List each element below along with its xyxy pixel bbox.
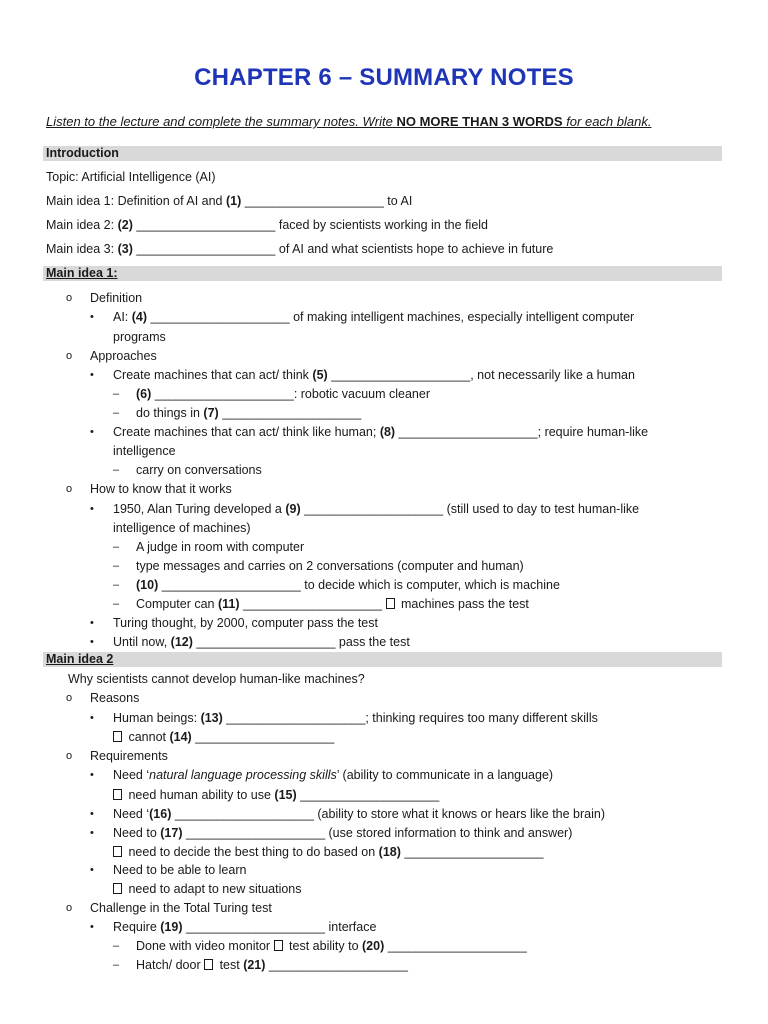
bullet-marker: •	[90, 712, 94, 724]
blank-13: ____________________	[226, 711, 366, 725]
bullet-marker: •	[90, 769, 94, 781]
approach-2-cont: intelligence	[113, 444, 176, 458]
circle-marker: o	[66, 902, 73, 914]
approach-1-detail-1: (6) ____________________: robotic vacuum cleaner	[136, 387, 430, 401]
dash-marker: –	[113, 940, 120, 952]
blank-14: ____________________	[195, 730, 335, 744]
section-label: Introduction	[46, 146, 119, 160]
turing-line-1: 1950, Alan Turing developed a (9) ____________________ (still used to day to test human-like	[113, 502, 640, 516]
bullet-marker: •	[90, 311, 94, 323]
blank-5: ____________________	[331, 368, 471, 382]
definition-heading: Definition	[90, 291, 143, 305]
intro-main-idea-3: Main idea 3: (3) ____________________ of AI and what scientists hope to achieve in future	[46, 242, 554, 256]
blank-20: ____________________	[387, 939, 527, 953]
arrow-glyph-icon	[113, 789, 122, 800]
approach-1-detail-2: do things in (7) ____________________	[136, 406, 362, 420]
blank-16: ____________________	[174, 807, 314, 821]
blank-19: ____________________	[185, 920, 326, 934]
dash-marker: –	[113, 541, 120, 553]
turing-detail-1: A judge in room with computer	[136, 540, 305, 554]
bullet-marker: •	[90, 426, 94, 438]
challenge-1: Require (19) ____________________ interface	[113, 920, 377, 934]
challenge-detail-1: Done with video monitor test ability to (20) ____________________	[136, 939, 527, 953]
bullet-marker: •	[90, 617, 94, 629]
bullet-marker: •	[90, 369, 94, 381]
turing-detail-4: Computer can (11) ____________________ machines pass the test	[136, 597, 529, 611]
bullet-marker: •	[90, 503, 94, 515]
blank-9: ____________________	[304, 502, 444, 516]
turing-line-3: Until now, (12) ____________________ pass the test	[113, 635, 410, 649]
bullet-marker: •	[90, 921, 94, 933]
reasons-heading: Reasons	[90, 691, 140, 705]
page-title: CHAPTER 6 – SUMMARY NOTES	[194, 64, 574, 91]
instructions-text: Listen to the lecture and complete the summary notes. Write	[46, 114, 397, 129]
arrow-glyph-icon	[113, 883, 122, 894]
instructions	[46, 114, 726, 129]
blank-17: ____________________	[185, 826, 326, 840]
turing-line-2: Turing thought, by 2000, computer pass the test	[113, 616, 378, 630]
circle-marker: o	[66, 350, 73, 362]
requirement-3: Need to (17) ____________________ (use stored information to think and answer)	[113, 826, 573, 840]
turing-line-1-cont: intelligence of machines)	[113, 521, 251, 535]
blank-2: ____________________	[136, 218, 276, 232]
blank-18: ____________________	[404, 845, 544, 859]
challenge-heading: Challenge in the Total Turing test	[90, 901, 272, 915]
section-header-main-idea-1	[43, 266, 722, 281]
ai-definition-cont: programs	[113, 330, 166, 344]
requirement-4-cont: need to adapt to new situations	[113, 881, 302, 897]
turing-detail-2: type messages and carries on 2 conversations (computer and human)	[136, 559, 524, 573]
requirement-1: Need ‘natural language processing skills’ (ability to communicate in a language)	[113, 768, 554, 782]
challenge-detail-2: Hatch/ door test (21) ____________________	[136, 958, 408, 972]
requirement-4: Need to be able to learn	[113, 863, 247, 877]
arrow-glyph-icon	[113, 846, 122, 857]
circle-marker: o	[66, 692, 73, 704]
blank-10: ____________________	[161, 578, 301, 592]
approach-1: Create machines that can act/ think (5) ____________________, not necessarily like a human	[113, 368, 635, 382]
blank-15: ____________________	[300, 788, 440, 802]
arrow-glyph-icon	[386, 598, 395, 609]
instructions-emphasis: NO MORE THAN 3 WORDS	[396, 114, 563, 129]
dash-marker: –	[113, 388, 120, 400]
section-header-introduction	[43, 146, 722, 161]
arrow-glyph-icon	[113, 731, 122, 742]
circle-marker: o	[66, 292, 73, 304]
section-label: Main idea 2	[46, 652, 114, 666]
blank-3: ____________________	[136, 242, 276, 256]
requirement-3-cont: need to decide the best thing to do based on (18) ____________________	[113, 844, 543, 860]
blank-8: ____________________	[398, 425, 538, 439]
how-heading: How to know that it works	[90, 482, 232, 496]
bullet-marker: •	[90, 827, 94, 839]
turing-detail-3: (10) ____________________ to decide which is computer, which is machine	[136, 578, 560, 592]
approach-2-detail-1: carry on conversations	[136, 463, 262, 477]
blank-7: ____________________	[222, 406, 362, 420]
instructions-text-end: for each blank.	[562, 114, 652, 129]
arrow-glyph-icon	[274, 940, 283, 951]
dash-marker: –	[113, 407, 120, 419]
blank-1: ____________________	[244, 194, 384, 208]
requirement-1-cont: need human ability to use (15) ____________________	[113, 787, 439, 803]
approach-2: Create machines that can act/ think like human; (8) ____________________; require human-like	[113, 425, 649, 439]
dash-marker: –	[113, 598, 120, 610]
dash-marker: –	[113, 464, 120, 476]
intro-main-idea-2: Main idea 2: (2) ____________________ faced by scientists working in the field	[46, 218, 488, 232]
dash-marker: –	[113, 579, 120, 591]
circle-marker: o	[66, 483, 73, 495]
reason-1-cont: cannot (14) ____________________	[113, 729, 334, 745]
dash-marker: –	[113, 560, 120, 572]
reason-1: Human beings: (13) ____________________; thinking requires too many different skills	[113, 711, 598, 725]
blank-12: ____________________	[196, 635, 336, 649]
main2-question: Why scientists cannot develop human-like machines?	[68, 672, 365, 686]
bullet-marker: •	[90, 864, 94, 876]
blank-6: ____________________	[154, 387, 294, 401]
circle-marker: o	[66, 750, 73, 762]
intro-main-idea-1: Main idea 1: Definition of AI and (1) ____________________ to AI	[46, 194, 413, 208]
requirement-2: Need ‘(16) ____________________ (ability to store what it knows or hears like the brain)	[113, 807, 606, 821]
approaches-heading: Approaches	[90, 349, 157, 363]
dash-marker: –	[113, 959, 120, 971]
blank-11: ____________________	[243, 597, 383, 611]
requirements-heading: Requirements	[90, 749, 168, 763]
bullet-marker: •	[90, 636, 94, 648]
blank-21: ____________________	[268, 958, 408, 972]
intro-topic: Topic: Artificial Intelligence (AI)	[46, 170, 216, 184]
section-label: Main idea 1:	[46, 266, 118, 280]
section-header-main-idea-2	[43, 652, 722, 667]
arrow-glyph-icon	[204, 959, 213, 970]
bullet-marker: •	[90, 808, 94, 820]
blank-4: ____________________	[150, 310, 290, 324]
ai-definition-line: AI: (4) ____________________ of making intelligent machines, especially intelligent computer	[113, 310, 635, 324]
